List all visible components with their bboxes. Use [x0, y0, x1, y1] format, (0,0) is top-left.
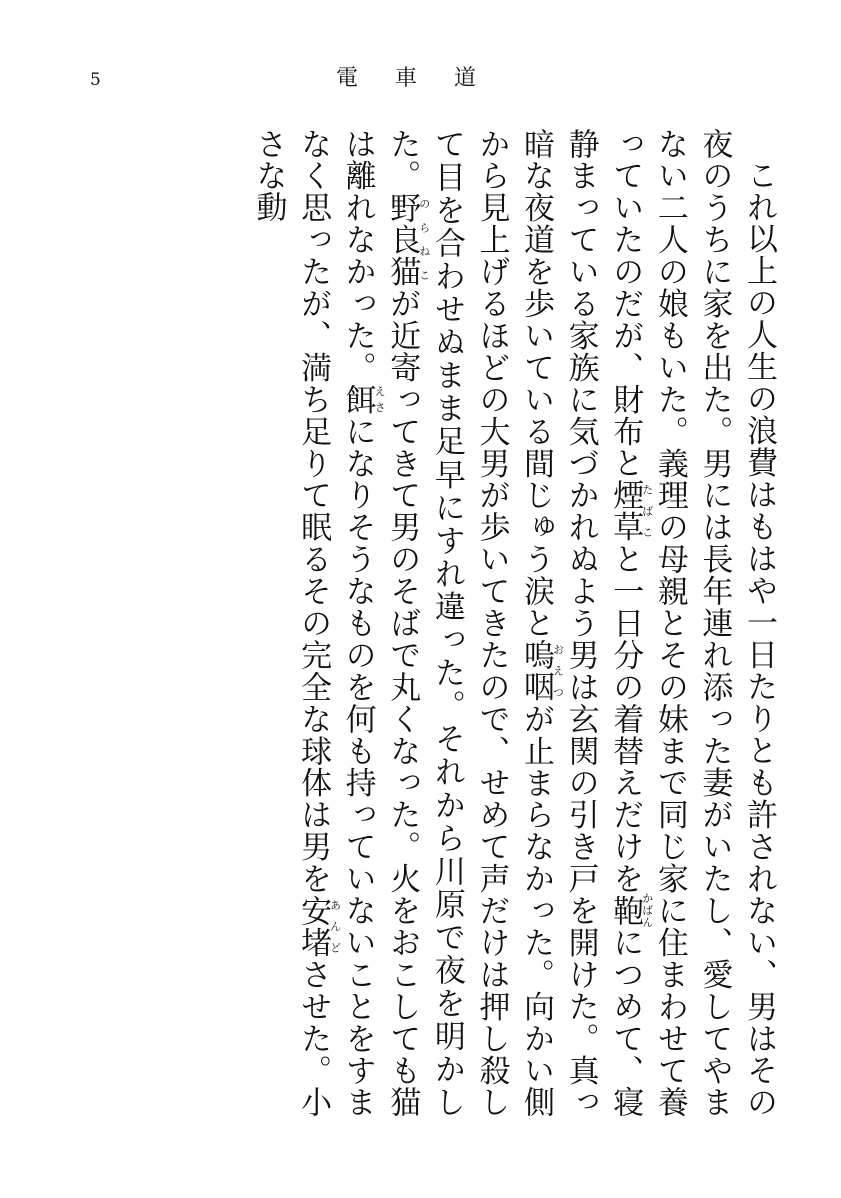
ruby-base: 安堵 — [295, 894, 332, 959]
ruby-word — [295, 894, 342, 959]
text-run: が止まらなかった。向かい側から見上げるほどの大男が歩いてきたので、せめて声だけは押し殺して目を合わせぬまま足早にすれ違った。それから川原で夜を明かした。 — [384, 128, 555, 1118]
text-run: につめて、寝静まっている家族に気づかれぬよう男は玄関の引き戸を開けた。真っ暗な夜道を歩いている間じゅう涙と — [518, 128, 644, 1118]
text-run: が近寄ってきて男のそばで丸くなった。火をおこしても猫は離れなかった。 — [339, 128, 421, 1118]
ruby-word — [339, 383, 387, 416]
text-run: になりそうなものを何も持っていないことをすまなく思ったが、満ち足りて眠るその完全な球体は男を — [295, 128, 376, 1118]
ruby-base: 嗚咽 — [518, 639, 555, 704]
ruby-word — [607, 892, 654, 929]
page-number: 5 — [90, 70, 101, 90]
ruby-word — [607, 479, 654, 544]
ruby-reading: のらねこ — [417, 191, 431, 288]
text-run: これ以上の人生の浪費はもはや一日たりとも許されない、男はその夜のうちに家を出た。男には長年連れ添った妻がいたし、愛してやまない二人の娘もいた。義理の母親とその妹まで同じ家に住まわせて養っていたのだが、財布と — [607, 128, 777, 1118]
running-title: 電車道 — [336, 66, 514, 91]
ruby-reading: あんど — [328, 894, 342, 959]
ruby-reading: かばん — [640, 892, 654, 929]
ruby-reading: たばこ — [640, 479, 654, 543]
ruby-word — [518, 639, 565, 704]
body-text — [246, 128, 781, 1118]
ruby-word — [384, 191, 431, 288]
ruby-reading: おえつ — [551, 639, 565, 703]
text-run: と一日分の着替えだけを — [607, 543, 644, 895]
ruby-reading: えさ — [373, 383, 387, 416]
text-run: させた。小さな動 — [250, 128, 332, 1118]
ruby-base: 餌 — [339, 383, 376, 416]
ruby-base: 鞄 — [607, 892, 644, 929]
ruby-base: 野良猫 — [384, 191, 421, 288]
ruby-base: 煙草 — [607, 479, 644, 544]
